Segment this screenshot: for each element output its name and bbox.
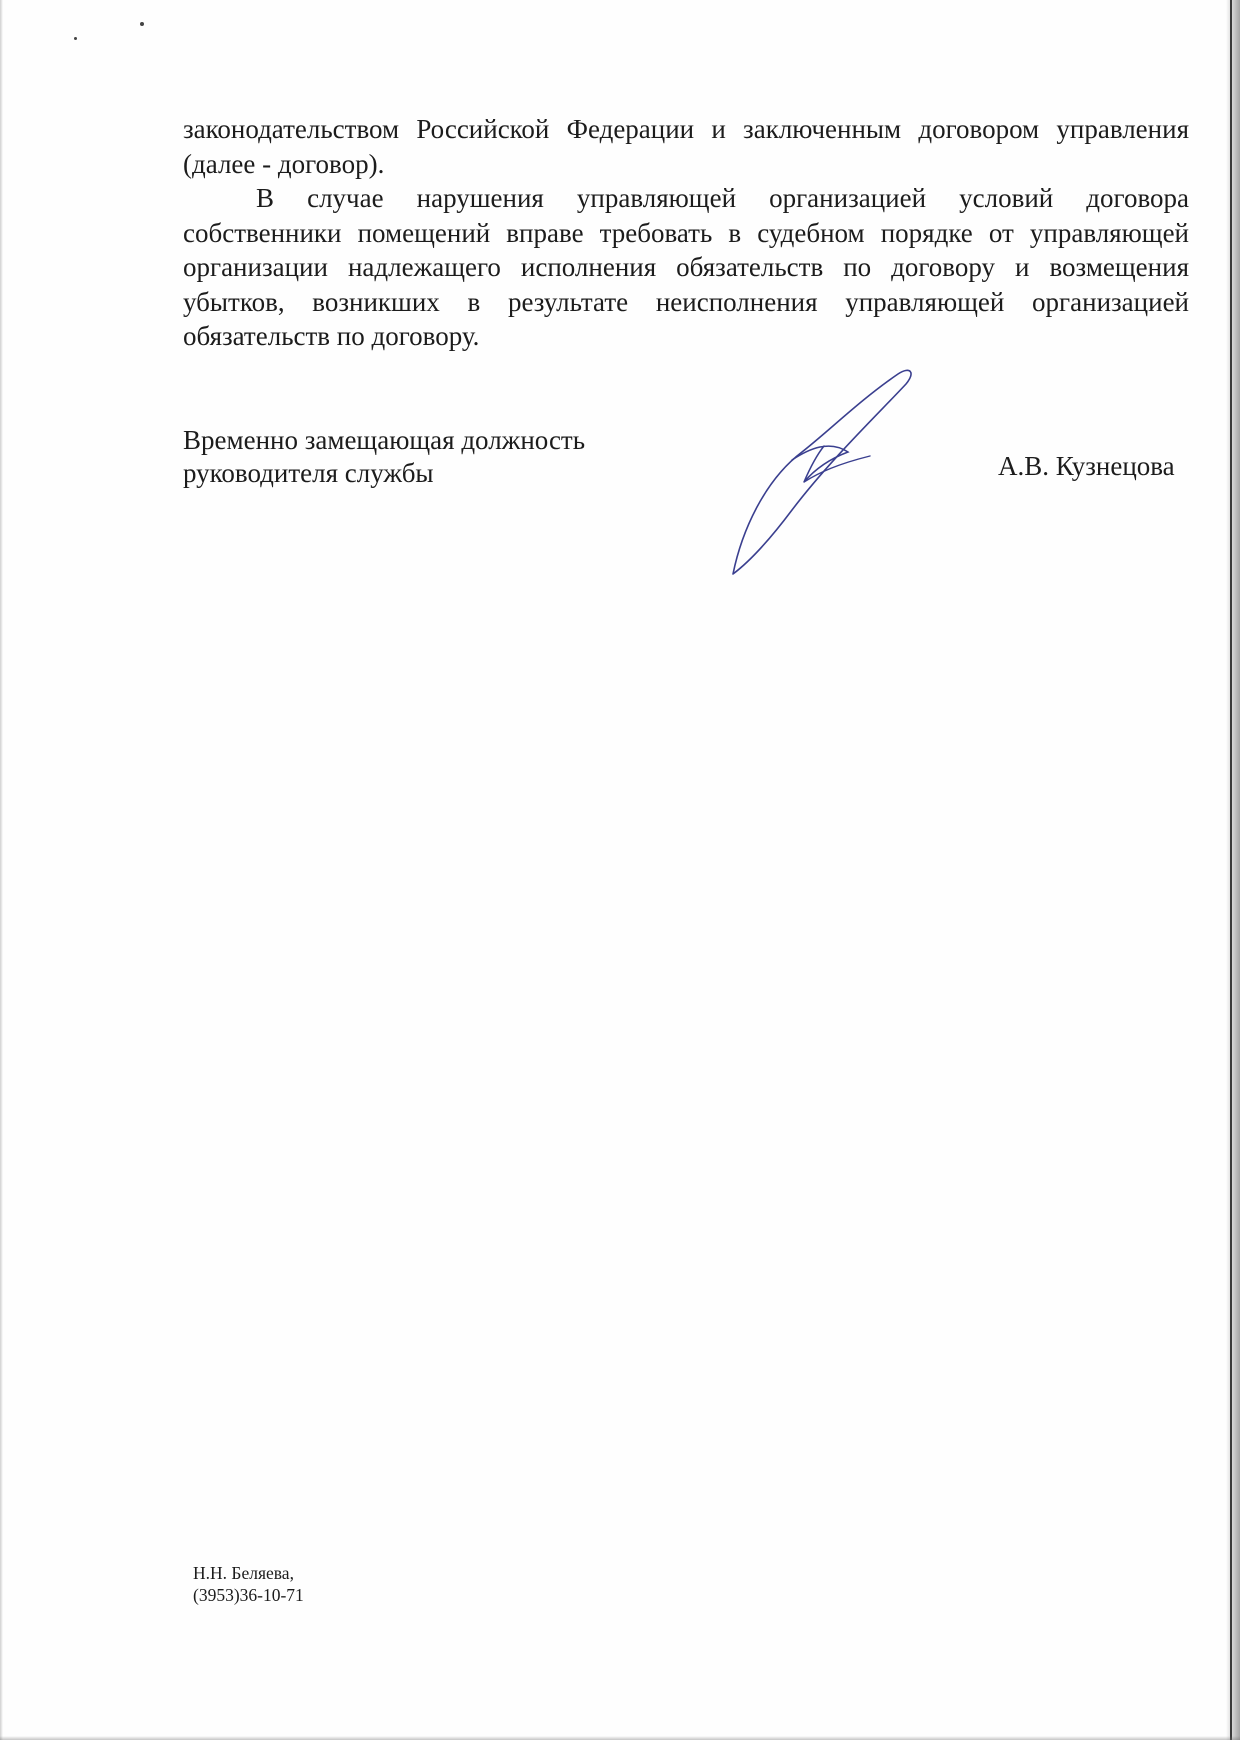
signatory-name: А.В. Кузнецова	[998, 451, 1175, 481]
scan-edge-bottom	[0, 1736, 1240, 1740]
handwritten-signature	[720, 360, 970, 580]
executor-phone: (3953)36-10-71	[193, 1585, 304, 1605]
executor-name: Н.Н. Беляева,	[193, 1563, 294, 1583]
signatory-position-line1: Временно замещающая должность	[183, 425, 586, 455]
paragraph-violation-clause: В случае нарушения управляющей организацией условий договора собственники помещений вправе требовать в судебном порядке от управляющей организации надлежащего исполнения обязательств по договору и возмещения убытков, возникших в результате неисполнения управляющей организацией обязательств по договору.	[183, 183, 1189, 351]
letter-body	[183, 112, 1189, 354]
scan-speck	[74, 37, 77, 40]
signatory-position	[183, 424, 585, 490]
scan-edge-right	[1226, 0, 1240, 1740]
signatory-position-line2: руководителя службы	[183, 458, 434, 488]
scan-speck	[140, 22, 144, 26]
scan-edge-right-line	[1230, 0, 1232, 1740]
executor-block	[193, 1562, 304, 1606]
paragraph-continuation: законодательством Российской Федерации и заключенным договором управления (далее - договор).	[183, 114, 1189, 179]
scan-edge-left	[0, 0, 3, 1740]
